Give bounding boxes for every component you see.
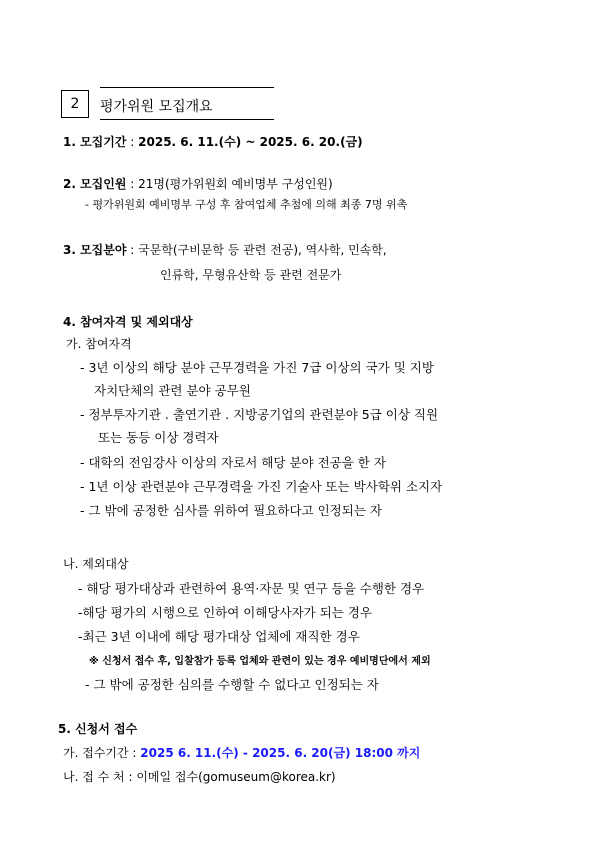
recruit-field — [63, 241, 387, 258]
eligibility-item: - 대학의 전임강사 이상의 자로서 해당 분야 전공을 한 자 — [80, 455, 386, 470]
application-heading: 5. 신청서 접수 — [58, 722, 138, 736]
recruit-count-heading: 2. 모집인원 — [63, 177, 127, 191]
application-period — [63, 744, 420, 761]
eligibility-label: 가. 참여자격 — [66, 337, 132, 351]
eligibility-item: - 3년 이상의 해당 분야 근무경력을 가진 7급 이상의 국가 및 지방 — [80, 360, 434, 375]
recruit-period-heading: 1. 모집기간 — [63, 135, 127, 149]
section-title: 평가위원 모집개요 — [100, 99, 213, 115]
eligibility-item: - 1년 이상 관련분야 근무경력을 가진 기술사 또는 박사학위 소지자 — [80, 479, 443, 494]
application-place — [63, 768, 336, 785]
eligibility-item: - 그 밖에 공정한 심사를 위하여 필요하다고 인정되는 자 — [80, 503, 382, 518]
eligibility-item: 또는 동등 이상 경력자 — [98, 430, 219, 445]
eligibility-heading: 4. 참여자격 및 제외대상 — [63, 315, 193, 329]
separator: : — [126, 135, 139, 149]
application-period-value: 2025 6. 11.(수) - 2025. 6. 20(금) 18:00 까지 — [140, 746, 421, 760]
recruit-period — [63, 133, 363, 150]
recruit-period-value: 2025. 6. 11.(수) ~ 2025. 6. 20.(금) — [138, 135, 363, 149]
application-period-label: 가. 접수기간 : — [63, 746, 141, 760]
exclusion-item: -최근 3년 이내에 해당 평가대상 업체에 재직한 경우 — [78, 629, 360, 644]
title-rule-bottom — [100, 119, 274, 120]
application-place-value: 이메일 접수(gomuseum@korea.kr) — [136, 770, 336, 784]
title-rule-top — [100, 87, 274, 88]
recruit-count — [63, 175, 333, 192]
separator: : — [126, 177, 139, 191]
separator: : — [126, 243, 139, 257]
exclusion-item-last: - 그 밖에 공정한 심의를 수행할 수 없다고 인정되는 자 — [85, 677, 379, 692]
recruit-field-heading: 3. 모집분야 — [63, 243, 127, 257]
eligibility-item: 자치단체의 관련 분야 공무원 — [94, 383, 251, 398]
exclusion-note: ※ 신청서 접수 후, 입찰참가 등록 업체와 관련이 있는 경우 예비명단에서 제외 — [89, 656, 431, 667]
recruit-count-note: - 평가위원회 예비명부 구성 후 참여업체 추첨에 의해 최종 7명 위촉 — [85, 198, 408, 211]
application-place-label: 나. 접 수 처 : — [63, 770, 137, 784]
recruit-field-line2: 인류학, 무형유산학 등 관련 전문가 — [160, 268, 342, 282]
recruit-count-value: 21명(평가위원회 예비명부 구성인원) — [138, 177, 333, 191]
eligibility-item: - 정부투자기관 . 출연기관 . 지방공기업의 관련분야 5급 이상 직원 — [80, 407, 439, 422]
exclusion-label: 나. 제외대상 — [63, 557, 129, 571]
exclusion-item: -해당 평가의 시행으로 인하여 이해당사자가 되는 경우 — [78, 605, 373, 620]
exclusion-item: - 해당 평가대상과 관련하여 용역·자문 및 연구 등을 수행한 경우 — [78, 581, 425, 596]
recruit-field-line1: 국문학(구비문학 등 관련 전공), 역사학, 민속학, — [138, 243, 387, 257]
section-number: 2 — [61, 90, 89, 118]
